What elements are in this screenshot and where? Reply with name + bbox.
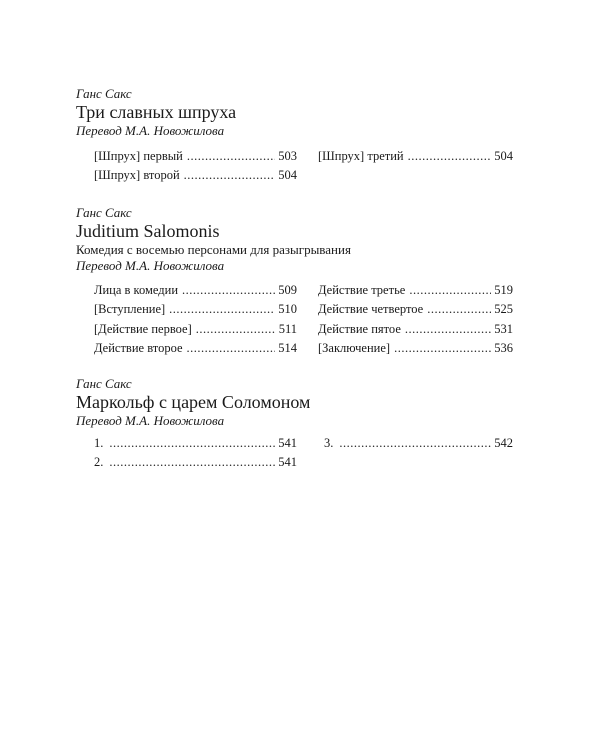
- toc-entry[interactable]: [94, 322, 297, 341]
- section-author: Ганс Сакс: [76, 86, 132, 101]
- toc-entry-page: 542: [494, 436, 513, 450]
- dot-leader: [408, 149, 492, 164]
- toc-column-left: [94, 283, 297, 360]
- toc-entry[interactable]: [318, 322, 513, 341]
- dot-leader: [169, 302, 275, 317]
- toc-entry[interactable]: [94, 168, 297, 187]
- toc-entry-label: [Шпрух] первый: [94, 149, 183, 163]
- toc-entry-page: 536: [494, 340, 513, 355]
- section-title: Три славных шпруха: [76, 102, 237, 122]
- section-title: Маркольф с царем Соломоном: [76, 392, 311, 412]
- toc-entry[interactable]: [94, 436, 297, 455]
- dot-leader: [109, 455, 275, 470]
- toc-entry[interactable]: [94, 455, 297, 474]
- section-translator: Перевод М.А. Новожилова: [76, 123, 225, 138]
- toc-entry-label: [Шпрух] третий: [318, 149, 404, 163]
- section-translator: Перевод М.А. Новожилова: [76, 413, 225, 428]
- toc-entry-label: [Заключение]: [318, 340, 391, 355]
- toc-entry-label: [Шпрух] второй: [94, 168, 180, 183]
- toc-entry-page: 541: [278, 455, 297, 470]
- dot-leader: [109, 436, 275, 451]
- dot-leader: [187, 341, 276, 356]
- toc-entry-page: 510: [278, 302, 297, 317]
- section-1: [76, 86, 536, 183]
- dot-leader: [339, 436, 491, 451]
- toc-entry-page: 503: [278, 149, 297, 163]
- dot-leader: [187, 149, 275, 164]
- toc-column-right: [324, 436, 513, 455]
- dot-leader: [427, 302, 491, 317]
- dot-leader: [184, 168, 276, 183]
- toc-entry-label: Лица в комедии: [94, 283, 179, 297]
- toc-entry-page: 509: [278, 283, 297, 297]
- toc-entry[interactable]: [94, 149, 297, 168]
- toc-entry-page: 519: [494, 283, 513, 297]
- section-author: Ганс Сакс: [76, 376, 132, 391]
- dot-leader: [409, 283, 491, 298]
- dot-leader: [405, 322, 491, 337]
- toc-entry-label: 3.: [324, 436, 334, 450]
- section-3: [76, 376, 536, 470]
- toc-entry-label: 1.: [94, 436, 104, 450]
- toc-column-right: [318, 149, 513, 168]
- toc-entry[interactable]: [324, 436, 513, 455]
- dot-leader: [196, 322, 276, 337]
- toc-entry-page: 531: [494, 321, 513, 336]
- toc-entry[interactable]: [318, 149, 513, 168]
- toc-entry-page: 504: [494, 149, 513, 163]
- toc-entry[interactable]: [318, 283, 513, 302]
- toc-entry[interactable]: [94, 283, 297, 302]
- dot-leader: [182, 283, 275, 298]
- toc-entry-label: Действие пятое: [318, 321, 401, 336]
- toc-entry-page: 541: [278, 436, 297, 450]
- toc-entry-label: Действие четвертое: [318, 302, 424, 317]
- toc-entry[interactable]: [318, 341, 513, 360]
- dot-leader: [394, 341, 491, 356]
- toc-column-left: [94, 436, 297, 475]
- toc-entry-label: Действие второе: [94, 340, 183, 355]
- toc-column-right: [318, 283, 513, 360]
- toc-entry[interactable]: [318, 302, 513, 321]
- section-subtitle: Комедия с восемью персонами для разыгрывания: [76, 242, 351, 257]
- toc-entry-page: 514: [278, 340, 297, 355]
- section-author: Ганс Сакс: [76, 205, 132, 220]
- section-title: Juditium Salomonis: [76, 221, 220, 241]
- toc-entry-page: 525: [494, 302, 513, 317]
- toc-entry-label: [Действие первое]: [94, 321, 192, 336]
- toc-entry-label: [Вступление]: [94, 302, 166, 317]
- toc-entry-page: 511: [278, 321, 297, 336]
- toc-column-left: [94, 149, 297, 188]
- toc-entry-page: 504: [278, 168, 297, 183]
- toc-entry-label: Действие третье: [318, 283, 406, 297]
- section-2: [76, 205, 536, 355]
- toc-entry[interactable]: [94, 341, 297, 360]
- toc-entry[interactable]: [94, 302, 297, 321]
- section-translator: Перевод М.А. Новожилова: [76, 258, 225, 273]
- toc-entry-label: 2.: [94, 455, 104, 470]
